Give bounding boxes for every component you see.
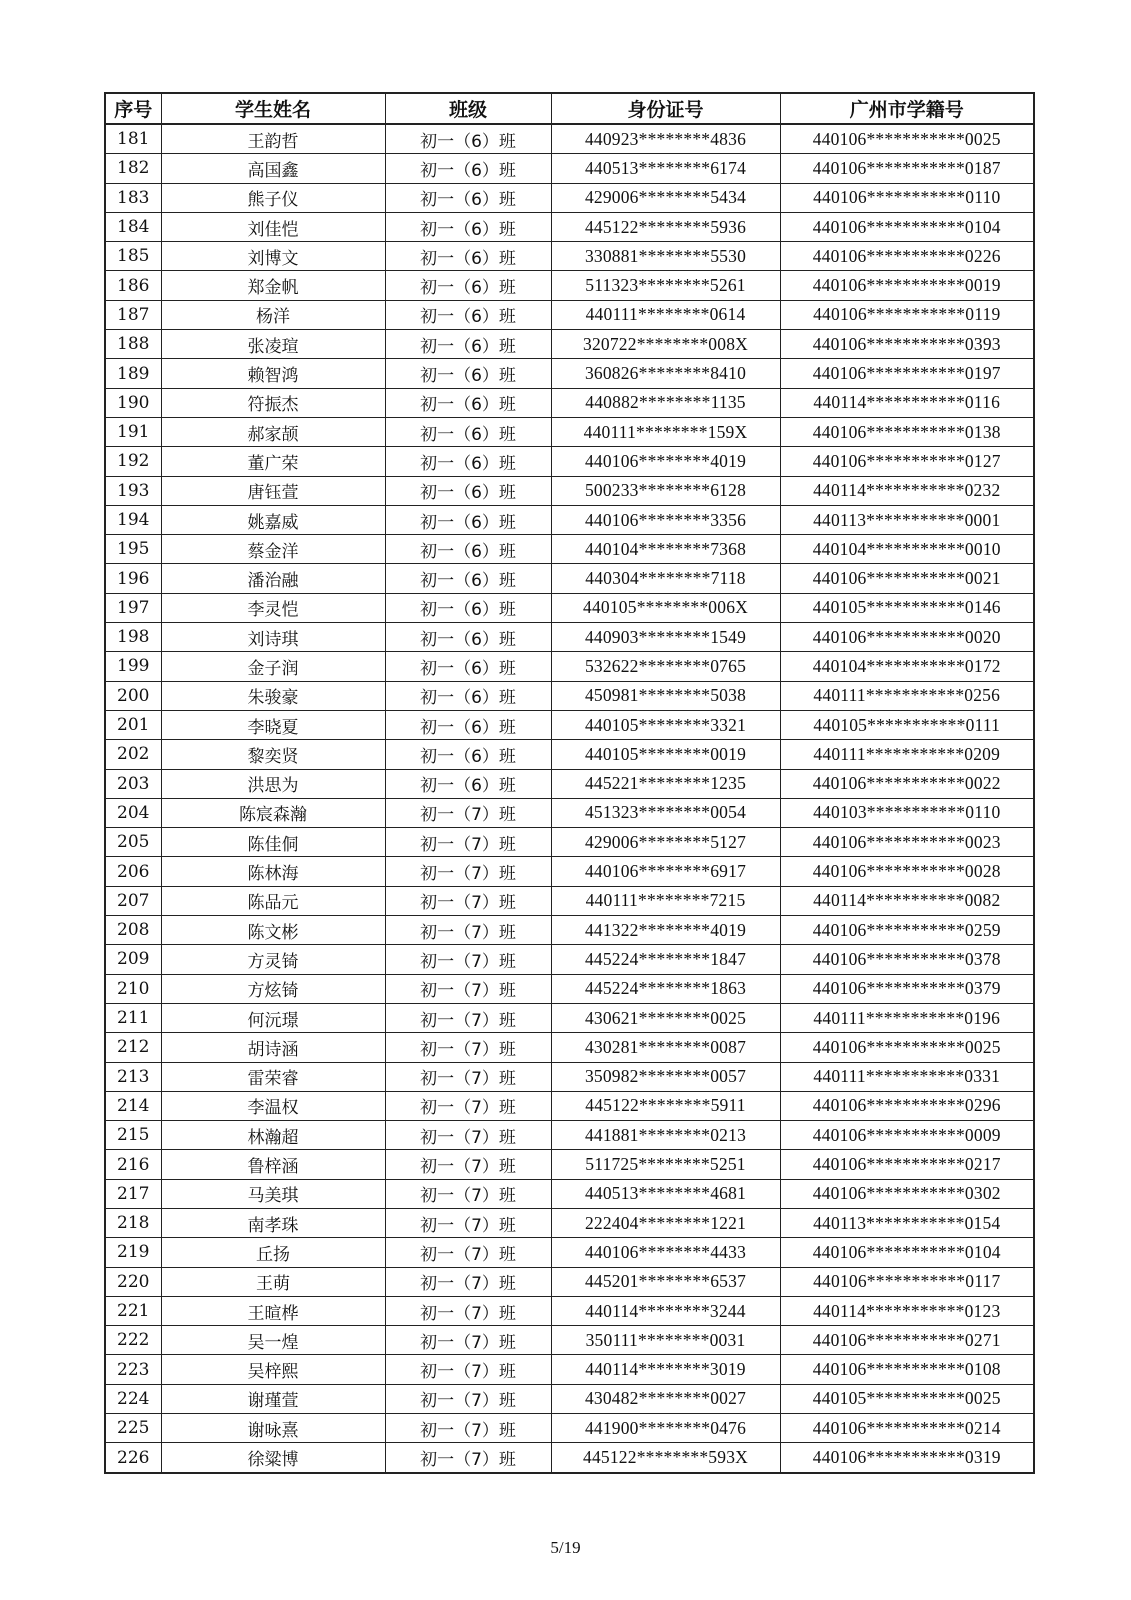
table-body	[105, 124, 1034, 1473]
table-row	[105, 1150, 1034, 1179]
cell-class: 初一（6）班	[385, 330, 551, 359]
table-row	[105, 1091, 1034, 1120]
cell-class: 初一（7）班	[385, 1179, 551, 1208]
cell-id-number: 440304********7118	[551, 564, 780, 593]
cell-student-name: 张凌瑄	[161, 330, 385, 359]
cell-student-number: 440106***********0187	[780, 154, 1034, 183]
cell-id-number: 222404********1221	[551, 1208, 780, 1237]
cell-student-name: 洪思为	[161, 769, 385, 798]
table-row	[105, 1384, 1034, 1413]
cell-seq: 201	[105, 710, 161, 739]
cell-seq: 200	[105, 681, 161, 710]
cell-student-number: 440114***********0116	[780, 388, 1034, 417]
cell-class: 初一（7）班	[385, 1033, 551, 1062]
cell-student-name: 陈林海	[161, 857, 385, 886]
cell-seq: 183	[105, 183, 161, 212]
cell-class: 初一（6）班	[385, 300, 551, 329]
cell-seq: 195	[105, 535, 161, 564]
cell-student-name: 李温权	[161, 1091, 385, 1120]
cell-student-number: 440106***********0138	[780, 417, 1034, 446]
cell-student-name: 李晓夏	[161, 710, 385, 739]
table-header-row	[105, 93, 1034, 124]
cell-student-number: 440106***********0226	[780, 242, 1034, 271]
cell-student-name: 谢咏熹	[161, 1414, 385, 1443]
cell-id-number: 440111********0614	[551, 300, 780, 329]
cell-id-number: 441322********4019	[551, 916, 780, 945]
cell-student-number: 440106***********0319	[780, 1443, 1034, 1473]
cell-class: 初一（6）班	[385, 212, 551, 241]
cell-seq: 202	[105, 740, 161, 769]
cell-student-name: 蔡金洋	[161, 535, 385, 564]
cell-class: 初一（6）班	[385, 710, 551, 739]
cell-class: 初一（7）班	[385, 886, 551, 915]
cell-class: 初一（7）班	[385, 1062, 551, 1091]
cell-class: 初一（7）班	[385, 1267, 551, 1296]
table-row	[105, 183, 1034, 212]
cell-student-name: 王韵哲	[161, 124, 385, 154]
cell-student-name: 何沅璟	[161, 1003, 385, 1032]
cell-student-number: 440105***********0025	[780, 1384, 1034, 1413]
cell-student-number: 440114***********0123	[780, 1296, 1034, 1325]
cell-student-name: 胡诗涵	[161, 1033, 385, 1062]
cell-student-number: 440111***********0196	[780, 1003, 1034, 1032]
cell-student-number: 440106***********0022	[780, 769, 1034, 798]
cell-id-number: 440104********7368	[551, 535, 780, 564]
cell-class: 初一（7）班	[385, 945, 551, 974]
cell-class: 初一（7）班	[385, 1121, 551, 1150]
cell-id-number: 440105********3321	[551, 710, 780, 739]
table-row	[105, 798, 1034, 827]
cell-seq: 211	[105, 1003, 161, 1032]
cell-class: 初一（7）班	[385, 1208, 551, 1237]
cell-class: 初一（6）班	[385, 388, 551, 417]
cell-student-name: 金子润	[161, 652, 385, 681]
cell-student-name: 姚嘉威	[161, 505, 385, 534]
cell-student-name: 符振杰	[161, 388, 385, 417]
cell-student-number: 440111***********0331	[780, 1062, 1034, 1091]
cell-id-number: 511725********5251	[551, 1150, 780, 1179]
header-id-number: 身份证号	[551, 93, 780, 124]
cell-class: 初一（6）班	[385, 593, 551, 622]
cell-student-number: 440106***********0020	[780, 623, 1034, 652]
cell-class: 初一（7）班	[385, 1091, 551, 1120]
cell-seq: 218	[105, 1208, 161, 1237]
cell-student-number: 440106***********0259	[780, 916, 1034, 945]
table-row	[105, 212, 1034, 241]
cell-seq: 216	[105, 1150, 161, 1179]
cell-class: 初一（7）班	[385, 916, 551, 945]
cell-seq: 210	[105, 974, 161, 1003]
header-name: 学生姓名	[161, 93, 385, 124]
cell-id-number: 440111********159X	[551, 417, 780, 446]
cell-seq: 220	[105, 1267, 161, 1296]
cell-student-name: 谢瑾萱	[161, 1384, 385, 1413]
cell-seq: 196	[105, 564, 161, 593]
table-row	[105, 1238, 1034, 1267]
cell-student-name: 郝家颉	[161, 417, 385, 446]
table-row	[105, 623, 1034, 652]
cell-seq: 213	[105, 1062, 161, 1091]
cell-id-number: 429006********5127	[551, 828, 780, 857]
cell-id-number: 440513********6174	[551, 154, 780, 183]
cell-student-name: 董广荣	[161, 447, 385, 476]
cell-student-number: 440113***********0001	[780, 505, 1034, 534]
cell-id-number: 445122********5911	[551, 1091, 780, 1120]
cell-student-name: 李灵恺	[161, 593, 385, 622]
header-student-number: 广州市学籍号	[780, 93, 1034, 124]
cell-seq: 208	[105, 916, 161, 945]
table-row	[105, 564, 1034, 593]
table-row	[105, 916, 1034, 945]
cell-student-number: 440106***********0214	[780, 1414, 1034, 1443]
cell-id-number: 440106********3356	[551, 505, 780, 534]
cell-student-name: 丘扬	[161, 1238, 385, 1267]
cell-student-number: 440103***********0110	[780, 798, 1034, 827]
cell-class: 初一（6）班	[385, 447, 551, 476]
cell-seq: 217	[105, 1179, 161, 1208]
cell-class: 初一（6）班	[385, 740, 551, 769]
cell-student-number: 440106***********0302	[780, 1179, 1034, 1208]
cell-student-number: 440114***********0232	[780, 476, 1034, 505]
cell-student-name: 唐钰萱	[161, 476, 385, 505]
cell-student-number: 440106***********0110	[780, 183, 1034, 212]
cell-seq: 194	[105, 505, 161, 534]
cell-student-name: 潘治融	[161, 564, 385, 593]
cell-seq: 207	[105, 886, 161, 915]
cell-seq: 205	[105, 828, 161, 857]
table-row	[105, 1296, 1034, 1325]
cell-id-number: 350982********0057	[551, 1062, 780, 1091]
table-row	[105, 359, 1034, 388]
cell-seq: 188	[105, 330, 161, 359]
cell-seq: 181	[105, 124, 161, 154]
table-row	[105, 271, 1034, 300]
table-row	[105, 242, 1034, 271]
cell-student-number: 440106***********0023	[780, 828, 1034, 857]
cell-seq: 215	[105, 1121, 161, 1150]
table-row	[105, 124, 1034, 154]
cell-class: 初一（7）班	[385, 828, 551, 857]
cell-seq: 212	[105, 1033, 161, 1062]
cell-student-number: 440106***********0025	[780, 1033, 1034, 1062]
cell-id-number: 360826********8410	[551, 359, 780, 388]
cell-student-number: 440106***********0104	[780, 212, 1034, 241]
student-roster-table	[104, 92, 1035, 1474]
cell-student-number: 440106***********0217	[780, 1150, 1034, 1179]
cell-student-name: 郑金帆	[161, 271, 385, 300]
page-number: 5/19	[550, 1538, 581, 1557]
cell-id-number: 429006********5434	[551, 183, 780, 212]
cell-student-number: 440114***********0082	[780, 886, 1034, 915]
cell-id-number: 445224********1847	[551, 945, 780, 974]
cell-student-name: 陈宸森瀚	[161, 798, 385, 827]
cell-seq: 198	[105, 623, 161, 652]
table-row	[105, 1443, 1034, 1473]
cell-seq: 191	[105, 417, 161, 446]
header-seq: 序号	[105, 93, 161, 124]
cell-seq: 197	[105, 593, 161, 622]
cell-class: 初一（6）班	[385, 476, 551, 505]
cell-class: 初一（7）班	[385, 1443, 551, 1473]
cell-seq: 199	[105, 652, 161, 681]
cell-student-number: 440111***********0256	[780, 681, 1034, 710]
cell-student-name: 林瀚超	[161, 1121, 385, 1150]
cell-id-number: 430621********0025	[551, 1003, 780, 1032]
cell-student-number: 440113***********0154	[780, 1208, 1034, 1237]
cell-student-number: 440106***********0019	[780, 271, 1034, 300]
cell-id-number: 445122********5936	[551, 212, 780, 241]
cell-id-number: 500233********6128	[551, 476, 780, 505]
cell-id-number: 330881********5530	[551, 242, 780, 271]
cell-student-name: 杨洋	[161, 300, 385, 329]
table-row	[105, 769, 1034, 798]
cell-class: 初一（6）班	[385, 124, 551, 154]
cell-class: 初一（7）班	[385, 1150, 551, 1179]
cell-student-name: 方灵锜	[161, 945, 385, 974]
cell-student-name: 南孝珠	[161, 1208, 385, 1237]
table-row	[105, 1179, 1034, 1208]
cell-id-number: 440903********1549	[551, 623, 780, 652]
cell-student-name: 雷荣睿	[161, 1062, 385, 1091]
cell-id-number: 511323********5261	[551, 271, 780, 300]
cell-seq: 224	[105, 1384, 161, 1413]
cell-seq: 206	[105, 857, 161, 886]
cell-seq: 225	[105, 1414, 161, 1443]
cell-seq: 187	[105, 300, 161, 329]
cell-id-number: 532622********0765	[551, 652, 780, 681]
cell-seq: 219	[105, 1238, 161, 1267]
cell-student-number: 440105***********0146	[780, 593, 1034, 622]
cell-student-number: 440104***********0010	[780, 535, 1034, 564]
table-row	[105, 388, 1034, 417]
table-row	[105, 1414, 1034, 1443]
cell-student-name: 朱骏豪	[161, 681, 385, 710]
table-row	[105, 1326, 1034, 1355]
cell-student-number: 440105***********0111	[780, 710, 1034, 739]
cell-student-name: 王萌	[161, 1267, 385, 1296]
header-class: 班级	[385, 93, 551, 124]
cell-student-number: 440111***********0209	[780, 740, 1034, 769]
table-row	[105, 505, 1034, 534]
cell-class: 初一（7）班	[385, 1326, 551, 1355]
cell-id-number: 440105********0019	[551, 740, 780, 769]
cell-id-number: 441881********0213	[551, 1121, 780, 1150]
cell-student-name: 刘诗琪	[161, 623, 385, 652]
table-row	[105, 1208, 1034, 1237]
cell-class: 初一（6）班	[385, 271, 551, 300]
cell-id-number: 445201********6537	[551, 1267, 780, 1296]
cell-student-number: 440106***********0108	[780, 1355, 1034, 1384]
table-row	[105, 886, 1034, 915]
cell-class: 初一（6）班	[385, 242, 551, 271]
cell-student-number: 440106***********0021	[780, 564, 1034, 593]
cell-seq: 203	[105, 769, 161, 798]
cell-student-number: 440106***********0028	[780, 857, 1034, 886]
cell-student-name: 赖智鸿	[161, 359, 385, 388]
table-row	[105, 828, 1034, 857]
table-row	[105, 300, 1034, 329]
cell-class: 初一（7）班	[385, 1003, 551, 1032]
cell-class: 初一（7）班	[385, 1238, 551, 1267]
cell-student-name: 陈佳侗	[161, 828, 385, 857]
cell-id-number: 320722********008X	[551, 330, 780, 359]
table-row	[105, 1062, 1034, 1091]
cell-student-number: 440106***********0119	[780, 300, 1034, 329]
table-row	[105, 1355, 1034, 1384]
cell-id-number: 441900********0476	[551, 1414, 780, 1443]
cell-id-number: 440106********4019	[551, 447, 780, 476]
cell-student-name: 熊子仪	[161, 183, 385, 212]
cell-student-number: 440106***********0378	[780, 945, 1034, 974]
cell-student-name: 刘博文	[161, 242, 385, 271]
cell-seq: 214	[105, 1091, 161, 1120]
cell-student-name: 陈品元	[161, 886, 385, 915]
cell-seq: 186	[105, 271, 161, 300]
table-row	[105, 945, 1034, 974]
table-row	[105, 154, 1034, 183]
cell-class: 初一（6）班	[385, 769, 551, 798]
cell-seq: 209	[105, 945, 161, 974]
cell-student-name: 陈文彬	[161, 916, 385, 945]
cell-student-number: 440106***********0009	[780, 1121, 1034, 1150]
cell-class: 初一（7）班	[385, 798, 551, 827]
cell-class: 初一（7）班	[385, 974, 551, 1003]
cell-seq: 226	[105, 1443, 161, 1473]
cell-student-name: 徐粱博	[161, 1443, 385, 1473]
cell-student-number: 440106***********0025	[780, 124, 1034, 154]
cell-class: 初一（7）班	[385, 857, 551, 886]
cell-class: 初一（6）班	[385, 359, 551, 388]
cell-student-number: 440106***********0127	[780, 447, 1034, 476]
cell-seq: 189	[105, 359, 161, 388]
cell-student-name: 黎奕贤	[161, 740, 385, 769]
cell-seq: 222	[105, 1326, 161, 1355]
cell-seq: 182	[105, 154, 161, 183]
cell-seq: 204	[105, 798, 161, 827]
cell-id-number: 440923********4836	[551, 124, 780, 154]
cell-id-number: 430482********0027	[551, 1384, 780, 1413]
cell-class: 初一（6）班	[385, 154, 551, 183]
cell-student-name: 方炫锜	[161, 974, 385, 1003]
cell-id-number: 350111********0031	[551, 1326, 780, 1355]
cell-id-number: 440106********6917	[551, 857, 780, 886]
cell-student-number: 440106***********0296	[780, 1091, 1034, 1120]
table-row	[105, 974, 1034, 1003]
table-row	[105, 740, 1034, 769]
cell-id-number: 440114********3019	[551, 1355, 780, 1384]
table-row	[105, 1033, 1034, 1062]
cell-class: 初一（6）班	[385, 505, 551, 534]
cell-student-number: 440104***********0172	[780, 652, 1034, 681]
cell-seq: 221	[105, 1296, 161, 1325]
cell-student-number: 440106***********0197	[780, 359, 1034, 388]
table-row	[105, 1003, 1034, 1032]
cell-id-number: 451323********0054	[551, 798, 780, 827]
table-row	[105, 476, 1034, 505]
table-row	[105, 681, 1034, 710]
cell-class: 初一（7）班	[385, 1384, 551, 1413]
cell-id-number: 440111********7215	[551, 886, 780, 915]
table-row	[105, 535, 1034, 564]
table-row	[105, 447, 1034, 476]
cell-class: 初一（6）班	[385, 652, 551, 681]
table-row	[105, 593, 1034, 622]
table-row	[105, 857, 1034, 886]
cell-seq: 192	[105, 447, 161, 476]
cell-class: 初一（7）班	[385, 1355, 551, 1384]
cell-seq: 184	[105, 212, 161, 241]
table-row	[105, 330, 1034, 359]
cell-student-name: 鲁梓涵	[161, 1150, 385, 1179]
cell-id-number: 445122********593X	[551, 1443, 780, 1473]
cell-student-number: 440106***********0379	[780, 974, 1034, 1003]
cell-class: 初一（6）班	[385, 183, 551, 212]
cell-id-number: 440105********006X	[551, 593, 780, 622]
cell-student-number: 440106***********0271	[780, 1326, 1034, 1355]
cell-class: 初一（6）班	[385, 623, 551, 652]
cell-seq: 185	[105, 242, 161, 271]
table-row	[105, 1121, 1034, 1150]
cell-id-number: 440106********4433	[551, 1238, 780, 1267]
cell-class: 初一（7）班	[385, 1296, 551, 1325]
cell-student-number: 440106***********0104	[780, 1238, 1034, 1267]
cell-seq: 193	[105, 476, 161, 505]
cell-id-number: 445221********1235	[551, 769, 780, 798]
cell-class: 初一（6）班	[385, 535, 551, 564]
cell-student-number: 440106***********0393	[780, 330, 1034, 359]
cell-student-name: 马美琪	[161, 1179, 385, 1208]
table-row	[105, 417, 1034, 446]
cell-id-number: 430281********0087	[551, 1033, 780, 1062]
table-row	[105, 710, 1034, 739]
cell-id-number: 440513********4681	[551, 1179, 780, 1208]
table-row	[105, 652, 1034, 681]
cell-class: 初一（6）班	[385, 564, 551, 593]
cell-student-name: 高国鑫	[161, 154, 385, 183]
cell-student-name: 吴梓熙	[161, 1355, 385, 1384]
cell-seq: 223	[105, 1355, 161, 1384]
cell-seq: 190	[105, 388, 161, 417]
cell-class: 初一（6）班	[385, 681, 551, 710]
cell-id-number: 450981********5038	[551, 681, 780, 710]
cell-id-number: 445224********1863	[551, 974, 780, 1003]
cell-student-name: 刘佳恺	[161, 212, 385, 241]
cell-student-name: 吴一煌	[161, 1326, 385, 1355]
cell-class: 初一（6）班	[385, 417, 551, 446]
cell-class: 初一（7）班	[385, 1414, 551, 1443]
cell-student-name: 王暄桦	[161, 1296, 385, 1325]
table-row	[105, 1267, 1034, 1296]
cell-id-number: 440882********1135	[551, 388, 780, 417]
cell-student-number: 440106***********0117	[780, 1267, 1034, 1296]
cell-id-number: 440114********3244	[551, 1296, 780, 1325]
